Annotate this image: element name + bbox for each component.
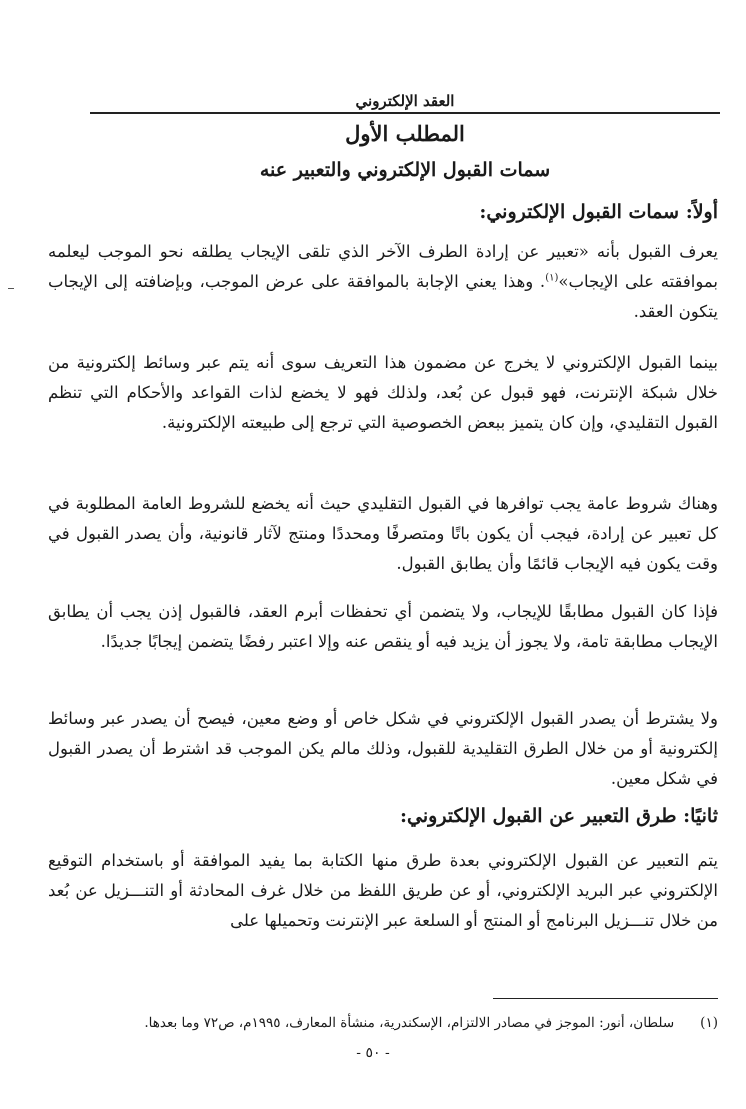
page-number: - ٥٠ - xyxy=(356,1045,390,1061)
heading-first: أولاً: سمات القبول الإلكتروني: xyxy=(479,201,718,223)
paragraph-electronic-acceptance: بينما القبول الإلكتروني لا يخرج عن مضمون هذا التعريف سوى أنه يتم عبر وسائط إلكترونية من خلال شبكة الإنترنت، فهو قبول عن بُعد، ولذلك فهو لا يخضع لذات القواعد والأحكام التي تنظم القبول التقليدي، وإن كان يتميز ببعض الخصوصية التي ترجع إلى طبيعته الإلكترونية. xyxy=(48,353,718,432)
paragraph-methods: يتم التعبير عن القبول الإلكتروني بعدة طرق منها الكتابة بما يفيد الموافقة أو باستخدام التوقيع الإلكتروني عبر البريد الإلكتروني، أو عن طريق اللفظ من خلال غرف المحادثة أو التنـــزيل عن بُعد من خلال تنـــزيل البرنامج أو المنتج أو السلعة عبر الإنترنت وتحميلها على xyxy=(48,851,718,930)
paragraph-definition xyxy=(48,237,718,327)
footnote-text: سلطان، أنور: الموجز في مصادر الالتزام، الإسكندرية، منشأة المعارف، ١٩٩٥م، ص٧٢ وما بعدها. xyxy=(144,1015,675,1031)
footnote-reference: (١) xyxy=(545,272,559,284)
heading-second: ثانيًا: طرق التعبير عن القبول الإلكتروني: xyxy=(400,805,718,827)
paragraph-matching-offer: فإذا كان القبول مطابقًا للإيجاب، ولا يتضمن أي تحفظات أبرم العقد، فالقبول إذن يجب أن يطابق الإيجاب مطابقة تامة، ولا يجوز أن يزيد فيه أو ينقص عنه وإلا اعتبر رفضًا يتضمن إيجابًا جديدًا. xyxy=(48,602,718,651)
margin-mark xyxy=(8,288,14,289)
paragraph-form: ولا يشترط أن يصدر القبول الإلكتروني في شكل خاص أو وضع معين، فيصح أن يصدر عبر وسائط إلكترونية أو من خلال الطرق التقليدية للقبول، وذلك مالم يكن الموجب قد اشترط أن يصدر القبول في شكل معين. xyxy=(48,709,718,788)
section-title: المطلب الأول xyxy=(345,121,465,146)
section-subtitle: سمات القبول الإلكتروني والتعبير عنه xyxy=(259,159,551,181)
footnote xyxy=(38,1013,718,1033)
footnote-rule xyxy=(493,998,718,999)
running-header: العقد الإلكتروني xyxy=(355,92,455,110)
paragraph-general-conditions: وهناك شروط عامة يجب توافرها في القبول التقليدي حيث أنه يخضع للشروط العامة المطلوبة في كل تعبير عن إرادة، فيجب أن يكون باتًا ومتصرفًا ومحددًا ومنتج لآثار قانونية، وأن يصدر القبول في وقت يكون فيه الإيجاب قائمًا وأن يطابق القبول. xyxy=(48,494,718,573)
paragraph-text: . وهذا يعني الإجابة بالموافقة على عرض الموجب، وبإضافته إلى الإيجاب يتكون العقد. xyxy=(48,272,718,321)
header-rule xyxy=(90,112,720,114)
paragraph-text: يعرف القبول بأنه «تعبير عن إرادة الطرف الآخر الذي تلقى الإيجاب يطلقه نحو الموجب ليعلمه بموافقته على الإيجاب» xyxy=(48,242,718,291)
footnote-number: (١) xyxy=(700,1015,718,1031)
